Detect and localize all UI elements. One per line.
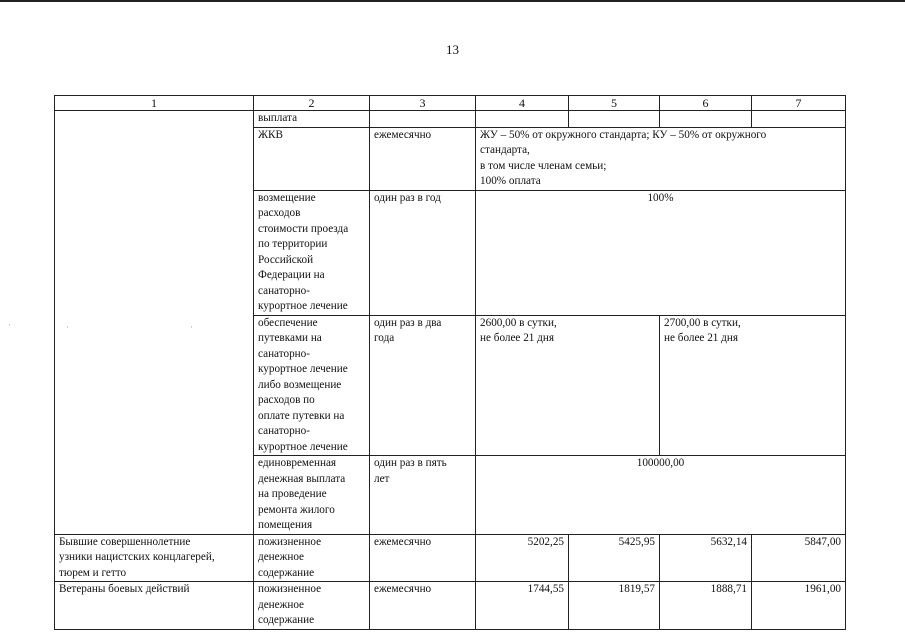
frequency-cell-empty bbox=[370, 111, 476, 128]
text-line: санаторно- bbox=[258, 425, 310, 437]
text-line: Бывшие совершеннолетние bbox=[59, 535, 191, 548]
text-line: узники нацистских концлагерей, bbox=[59, 551, 215, 563]
text-line: денежное bbox=[258, 551, 305, 563]
column-header: 7 bbox=[752, 96, 846, 111]
frequency-cell: один раз в год bbox=[370, 190, 476, 315]
amount-cell-empty bbox=[660, 111, 752, 128]
column-header: 6 bbox=[660, 96, 752, 111]
text-line: курортное лечение bbox=[258, 363, 348, 375]
text-line: единовременная bbox=[258, 457, 337, 469]
table-row bbox=[55, 111, 846, 128]
benefit-cell bbox=[254, 456, 370, 535]
value-cell: 5632,14 bbox=[660, 534, 752, 582]
text-line: пожизненное bbox=[258, 583, 322, 595]
category-cell-empty bbox=[55, 111, 254, 535]
text-line: путевками на bbox=[258, 332, 322, 344]
text-line: лет bbox=[374, 472, 390, 485]
frequency-cell: ежемесячно bbox=[370, 582, 476, 630]
text-line: в том числе членам семьи; bbox=[480, 159, 607, 172]
text-line: обеспечение bbox=[258, 316, 318, 329]
text-line: не более 21 дня bbox=[480, 332, 555, 344]
benefit-cell bbox=[254, 315, 370, 456]
text-line: 2600,00 в сутки, bbox=[480, 316, 557, 329]
scan-speck: · bbox=[190, 322, 193, 332]
value-cell: 1888,71 bbox=[660, 582, 752, 630]
benefit-cell: выплата bbox=[254, 111, 370, 128]
column-header: 1 bbox=[55, 96, 254, 111]
text-line: денежная выплата bbox=[258, 472, 346, 485]
value-cell: 5847,00 bbox=[752, 534, 846, 582]
top-border-line bbox=[0, 0, 905, 2]
amount-cell bbox=[476, 315, 660, 456]
text-line: курортное лечение bbox=[258, 300, 348, 312]
column-header: 5 bbox=[569, 96, 660, 111]
benefit-cell bbox=[254, 534, 370, 582]
table-row bbox=[55, 582, 846, 630]
frequency-cell bbox=[370, 315, 476, 456]
benefit-cell bbox=[254, 582, 370, 630]
scan-speck: · bbox=[66, 322, 69, 332]
text-line: либо возмещение bbox=[258, 378, 342, 391]
category-cell bbox=[55, 534, 254, 582]
value-cell: 1744,55 bbox=[476, 582, 569, 630]
benefit-cell: ЖКВ bbox=[254, 127, 370, 190]
text-line: один раз в два bbox=[374, 316, 442, 329]
column-header: 2 bbox=[254, 96, 370, 111]
table-header-row bbox=[55, 96, 846, 111]
text-line: пожизненное bbox=[258, 535, 322, 548]
frequency-cell bbox=[370, 456, 476, 535]
text-line: содержание bbox=[258, 614, 315, 626]
amount-cell bbox=[660, 315, 846, 456]
text-line: санаторно- bbox=[258, 284, 310, 297]
page-number: 13 bbox=[446, 42, 459, 57]
text-line: возмещение bbox=[258, 191, 316, 204]
category-cell: Ветераны боевых действий bbox=[55, 582, 254, 630]
text-line: года bbox=[374, 332, 395, 344]
column-header: 3 bbox=[370, 96, 476, 111]
text-line: один раз в пять bbox=[374, 457, 447, 469]
text-line: не более 21 дня bbox=[664, 332, 739, 344]
table-row bbox=[55, 534, 846, 582]
text-line: расходов bbox=[258, 207, 301, 219]
text-line: курортное лечение bbox=[258, 440, 348, 453]
text-line: оплате путевки на bbox=[258, 409, 345, 422]
value-cell: 1819,57 bbox=[569, 582, 660, 630]
amount-cell: 100000,00 bbox=[476, 456, 846, 535]
amount-cell-empty bbox=[476, 111, 569, 128]
text-line: Федерации на bbox=[258, 269, 325, 281]
amount-cell bbox=[476, 127, 846, 190]
text-line: 2700,00 в сутки, bbox=[664, 316, 741, 329]
benefit-cell bbox=[254, 190, 370, 315]
scan-speck: · bbox=[8, 320, 11, 330]
value-cell: 1961,00 bbox=[752, 582, 846, 630]
text-line: Российской bbox=[258, 253, 314, 266]
text-line: ЖУ – 50% от окружного стандарта; КУ – 50% от окружного bbox=[480, 128, 767, 141]
frequency-cell: ежемесячно bbox=[370, 534, 476, 582]
value-cell: 5425,95 bbox=[569, 534, 660, 582]
text-line: стандарта, bbox=[480, 144, 530, 156]
text-line: стоимости проезда bbox=[258, 222, 349, 235]
amount-cell: 100% bbox=[476, 190, 846, 315]
text-line: тюрем и гетто bbox=[59, 566, 127, 579]
amount-cell-empty bbox=[569, 111, 660, 128]
text-line: денежное bbox=[258, 598, 305, 611]
text-line: расходов по bbox=[258, 394, 315, 406]
amount-cell-empty bbox=[752, 111, 846, 128]
text-line: содержание bbox=[258, 566, 315, 579]
frequency-cell: ежемесячно bbox=[370, 127, 476, 190]
text-line: 100% оплата bbox=[480, 175, 541, 187]
text-line: по территории bbox=[258, 238, 328, 250]
column-header: 4 bbox=[476, 96, 569, 111]
benefits-table bbox=[54, 95, 846, 630]
text-line: на проведение bbox=[258, 488, 327, 500]
text-line: санаторно- bbox=[258, 347, 310, 360]
text-line: помещения bbox=[258, 519, 313, 531]
text-line: ремонта жилого bbox=[258, 503, 335, 516]
value-cell: 5202,25 bbox=[476, 534, 569, 582]
